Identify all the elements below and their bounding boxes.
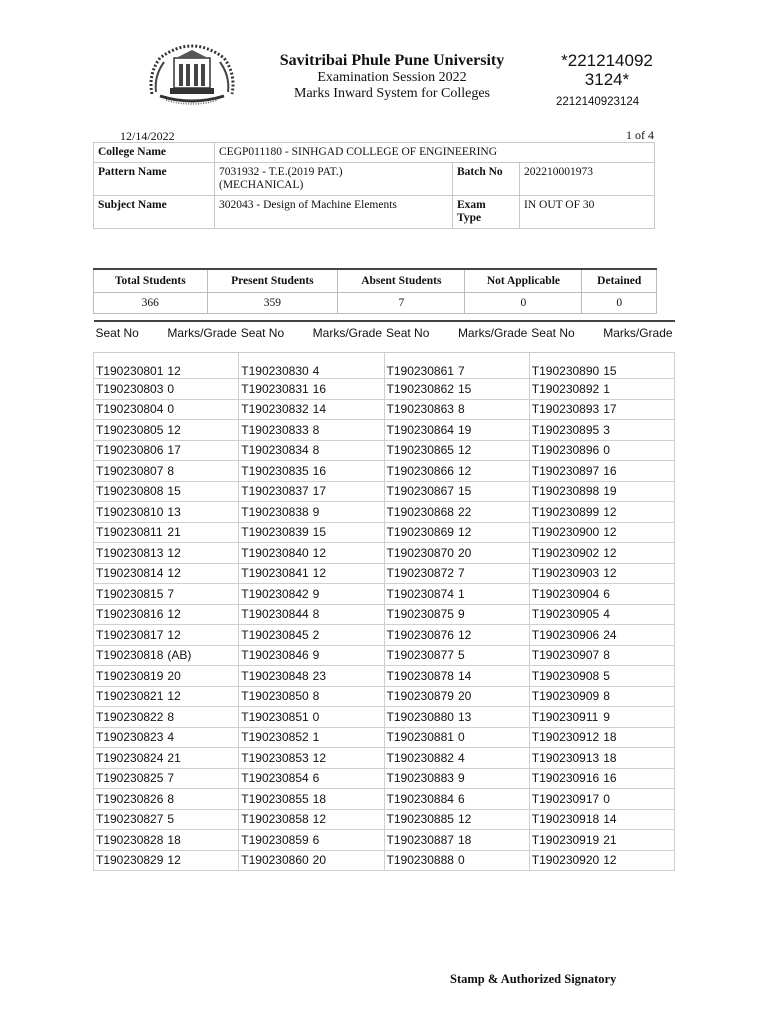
table-row: [94, 481, 675, 502]
seat-no-cell: T190230920: [529, 850, 601, 871]
table-row: [94, 686, 675, 707]
marks-cell: 5: [601, 666, 674, 687]
seat-no-cell: T190230846: [239, 645, 311, 666]
marks-cell: 9: [311, 645, 384, 666]
seat-no-header: Seat No: [94, 321, 166, 353]
seat-no-cell: T190230834: [239, 440, 311, 461]
seat-no-cell: T190230874: [384, 584, 456, 605]
seat-no-cell: T190230848: [239, 666, 311, 687]
seat-no-cell: T190230916: [529, 768, 601, 789]
seat-no-cell: T190230876: [384, 625, 456, 646]
seat-no-cell: T190230840: [239, 543, 311, 564]
seat-no-cell: T190230917: [529, 789, 601, 810]
marks-cell: 16: [601, 768, 674, 789]
marks-cell: 7: [165, 584, 238, 605]
seat-no-cell: T190230804: [94, 399, 166, 420]
marks-cell: 8: [311, 686, 384, 707]
exam-session: Examination Session 2022: [317, 70, 467, 85]
marks-cell: 16: [311, 461, 384, 482]
marks-cell: 4: [601, 604, 674, 625]
exam-label-line-1: Exam: [457, 199, 486, 211]
seat-no-cell: T190230828: [94, 830, 166, 851]
seat-no-cell: T190230824: [94, 748, 166, 769]
seat-no-cell: T190230899: [529, 502, 601, 523]
college-value: CEGP011180 - SINHGAD COLLEGE OF ENGINEERING: [215, 143, 655, 163]
marks-cell: 8: [165, 789, 238, 810]
marks-cell: 2: [311, 625, 384, 646]
summary-value-row: [94, 293, 657, 314]
seat-no-cell: T190230811: [94, 522, 166, 543]
seat-no-cell: T190230869: [384, 522, 456, 543]
seat-no-cell: T190230908: [529, 666, 601, 687]
table-row: [94, 768, 675, 789]
marks-cell: 21: [601, 830, 674, 851]
marks-cell: 12: [601, 502, 674, 523]
seat-no-cell: T190230862: [384, 379, 456, 400]
marks-cell: 12: [601, 522, 674, 543]
marks-cell: 16: [311, 379, 384, 400]
info-table: [93, 142, 655, 229]
table-row: [94, 727, 675, 748]
marks-cell: 13: [456, 707, 529, 728]
seat-no-cell: T190230833: [239, 420, 311, 441]
marks-cell: 15: [456, 481, 529, 502]
marks-cell: 12: [311, 748, 384, 769]
seat-no-cell: T190230817: [94, 625, 166, 646]
table-row: [94, 522, 675, 543]
present-students-value: 359: [207, 293, 338, 314]
seat-no-cell: T190230808: [94, 481, 166, 502]
marks-cell: 18: [311, 789, 384, 810]
marks-cell: 6: [456, 789, 529, 810]
pattern-value-line-2: (MECHANICAL): [219, 179, 304, 191]
seat-no-cell: T190230823: [94, 727, 166, 748]
marks-cell: 12: [456, 625, 529, 646]
seat-no-cell: T190230884: [384, 789, 456, 810]
marks-cell: 6: [601, 584, 674, 605]
marks-cell: 0: [601, 440, 674, 461]
university-emblem-logo: [146, 44, 238, 106]
marks-cell: 3: [601, 420, 674, 441]
marks-cell: 8: [311, 604, 384, 625]
table-row: [94, 543, 675, 564]
seat-no-cell: T190230852: [239, 727, 311, 748]
marks-cell: 12: [165, 850, 238, 871]
seat-no-cell: T190230850: [239, 686, 311, 707]
exam-type-value: IN OUT OF 30: [520, 196, 655, 229]
table-row: [94, 440, 675, 461]
seat-no-cell: T190230902: [529, 543, 601, 564]
marks-cell: 12: [601, 543, 674, 564]
marks-cell: 9: [456, 768, 529, 789]
seat-no-cell: T190230905: [529, 604, 601, 625]
marks-cell: 4: [456, 748, 529, 769]
seat-no-cell: T190230870: [384, 543, 456, 564]
college-row: [94, 143, 655, 163]
marks-cell: 12: [165, 353, 238, 379]
marks-cell: 13: [165, 502, 238, 523]
barcode-line-1: *221214092: [561, 51, 653, 70]
table-row: [94, 604, 675, 625]
seat-no-cell: T190230839: [239, 522, 311, 543]
marks-cell: 15: [456, 379, 529, 400]
seat-no-cell: T190230912: [529, 727, 601, 748]
marks-cell: 23: [311, 666, 384, 687]
seat-no-cell: T190230892: [529, 379, 601, 400]
marks-cell: 7: [456, 353, 529, 379]
seat-no-cell: T190230814: [94, 563, 166, 584]
seat-no-header: Seat No: [384, 321, 456, 353]
pattern-label: Pattern Name: [94, 163, 215, 196]
table-row: [94, 502, 675, 523]
seat-no-cell: T190230826: [94, 789, 166, 810]
marks-cell: 4: [165, 727, 238, 748]
marks-header-row: [94, 321, 675, 353]
marks-cell: 14: [456, 666, 529, 687]
marks-cell: 17: [165, 440, 238, 461]
seat-no-cell: T190230887: [384, 830, 456, 851]
marks-cell: 15: [165, 481, 238, 502]
pattern-value: [215, 163, 453, 196]
marks-cell: 4: [311, 353, 384, 379]
seat-no-cell: T190230882: [384, 748, 456, 769]
marks-cell: 6: [311, 830, 384, 851]
authorized-signatory-label: Stamp & Authorized Signatory: [450, 972, 617, 986]
seat-no-cell: T190230877: [384, 645, 456, 666]
marks-cell: 15: [601, 353, 674, 379]
seat-no-cell: T190230844: [239, 604, 311, 625]
marks-cell: 0: [311, 707, 384, 728]
seat-no-cell: T190230837: [239, 481, 311, 502]
summary-header: Present Students: [207, 269, 338, 293]
subject-value: 302043 - Design of Machine Elements: [215, 196, 453, 229]
seat-no-cell: T190230810: [94, 502, 166, 523]
marks-cell: (AB): [165, 645, 238, 666]
marks-cell: 0: [165, 379, 238, 400]
table-row: [94, 584, 675, 605]
seat-no-cell: T190230890: [529, 353, 601, 379]
marks-cell: 12: [456, 440, 529, 461]
summary-header: Total Students: [94, 269, 208, 293]
seat-no-cell: T190230863: [384, 399, 456, 420]
seat-no-cell: T190230801: [94, 353, 166, 379]
seat-no-cell: T190230879: [384, 686, 456, 707]
seat-no-cell: T190230860: [239, 850, 311, 871]
seat-no-cell: T190230872: [384, 563, 456, 584]
seat-no-cell: T190230861: [384, 353, 456, 379]
seat-no-cell: T190230831: [239, 379, 311, 400]
batch-label: Batch No: [453, 163, 520, 196]
seat-no-cell: T190230906: [529, 625, 601, 646]
marks-cell: 18: [601, 727, 674, 748]
marks-cell: 14: [311, 399, 384, 420]
seat-no-header: Seat No: [239, 321, 311, 353]
marks-cell: 12: [165, 420, 238, 441]
seat-no-cell: T190230855: [239, 789, 311, 810]
seat-no-cell: T190230904: [529, 584, 601, 605]
table-row: [94, 748, 675, 769]
subject-row: [94, 196, 655, 229]
summary-header: Detained: [582, 269, 657, 293]
marks-cell: 0: [456, 727, 529, 748]
seat-no-cell: T190230897: [529, 461, 601, 482]
marks-cell: 6: [311, 768, 384, 789]
marks-cell: 16: [601, 461, 674, 482]
summary-header: Not Applicable: [465, 269, 582, 293]
seat-no-cell: T190230827: [94, 809, 166, 830]
seat-no-cell: T190230867: [384, 481, 456, 502]
seat-no-cell: T190230864: [384, 420, 456, 441]
table-row: [94, 461, 675, 482]
seat-no-cell: T190230853: [239, 748, 311, 769]
exam-type-label: [453, 196, 520, 229]
marks-grade-header: Marks/Grade: [165, 321, 238, 353]
marks-cell: 12: [601, 563, 674, 584]
marks-cell: 5: [165, 809, 238, 830]
seat-no-cell: T190230838: [239, 502, 311, 523]
seat-no-cell: T190230818: [94, 645, 166, 666]
marks-cell: 12: [165, 543, 238, 564]
marks-cell: 8: [165, 707, 238, 728]
marks-cell: 12: [165, 686, 238, 707]
seat-no-cell: T190230805: [94, 420, 166, 441]
seat-no-cell: T190230885: [384, 809, 456, 830]
marks-cell: 0: [601, 789, 674, 810]
seat-no-cell: T190230851: [239, 707, 311, 728]
seat-no-header: Seat No: [529, 321, 601, 353]
marks-grade-header: Marks/Grade: [456, 321, 529, 353]
marks-cell: 1: [311, 727, 384, 748]
seat-no-cell: T190230918: [529, 809, 601, 830]
marks-cell: 5: [456, 645, 529, 666]
table-row: [94, 379, 675, 400]
table-row: [94, 850, 675, 871]
seat-no-cell: T190230880: [384, 707, 456, 728]
seat-no-cell: T190230841: [239, 563, 311, 584]
seat-no-cell: T190230842: [239, 584, 311, 605]
marks-body: [94, 353, 675, 871]
marks-cell: 24: [601, 625, 674, 646]
table-row: [94, 666, 675, 687]
barcode-number: 2212140923124: [556, 96, 640, 108]
marks-cell: 19: [456, 420, 529, 441]
seat-no-cell: T190230821: [94, 686, 166, 707]
seat-no-cell: T190230900: [529, 522, 601, 543]
marks-cell: 22: [456, 502, 529, 523]
seat-no-cell: T190230854: [239, 768, 311, 789]
barcode-line-2: 3124*: [584, 70, 630, 89]
marks-cell: 15: [311, 522, 384, 543]
marks-cell: 12: [456, 809, 529, 830]
marks-cell: 21: [165, 522, 238, 543]
seat-no-cell: T190230893: [529, 399, 601, 420]
university-name: Savitribai Phule Pune University: [279, 52, 505, 69]
summary-header: Absent Students: [338, 269, 465, 293]
marks-table: [93, 320, 675, 871]
summary-header-row: [94, 269, 657, 293]
summary-table: [93, 268, 657, 314]
absent-students-value: 7: [338, 293, 465, 314]
seat-no-cell: T190230813: [94, 543, 166, 564]
detained-value: 0: [582, 293, 657, 314]
marks-cell: 8: [601, 645, 674, 666]
report-date: 12/14/2022: [120, 129, 175, 143]
marks-cell: 8: [311, 440, 384, 461]
seat-no-cell: T190230807: [94, 461, 166, 482]
seat-no-cell: T190230919: [529, 830, 601, 851]
seat-no-cell: T190230881: [384, 727, 456, 748]
college-label: College Name: [94, 143, 215, 163]
marks-cell: 17: [311, 481, 384, 502]
seat-no-cell: T190230835: [239, 461, 311, 482]
marks-cell: 20: [165, 666, 238, 687]
marks-cell: 7: [456, 563, 529, 584]
seat-no-cell: T190230815: [94, 584, 166, 605]
table-row: [94, 399, 675, 420]
seat-no-cell: T190230878: [384, 666, 456, 687]
seat-no-cell: T190230806: [94, 440, 166, 461]
table-row: [94, 625, 675, 646]
marks-grade-header: Marks/Grade: [311, 321, 384, 353]
marks-cell: 18: [456, 830, 529, 851]
marks-cell: 12: [165, 563, 238, 584]
seat-no-cell: T190230822: [94, 707, 166, 728]
marks-grade-header: Marks/Grade: [601, 321, 674, 353]
table-row: [94, 809, 675, 830]
header-title-block: [262, 51, 522, 102]
marks-cell: 9: [601, 707, 674, 728]
total-students-value: 366: [94, 293, 208, 314]
marks-cell: 18: [601, 748, 674, 769]
seat-no-cell: T190230825: [94, 768, 166, 789]
seat-no-cell: T190230883: [384, 768, 456, 789]
pattern-row: [94, 163, 655, 196]
seat-no-cell: T190230829: [94, 850, 166, 871]
seat-no-cell: T190230830: [239, 353, 311, 379]
seat-no-cell: T190230903: [529, 563, 601, 584]
marks-cell: 19: [601, 481, 674, 502]
marks-cell: 7: [165, 768, 238, 789]
table-row: [94, 830, 675, 851]
seat-no-cell: T190230816: [94, 604, 166, 625]
pattern-value-line-1: 7031932 - T.E.(2019 PAT.): [219, 166, 343, 178]
seat-no-cell: T190230896: [529, 440, 601, 461]
seat-no-cell: T190230907: [529, 645, 601, 666]
table-row: [94, 645, 675, 666]
marks-cell: 8: [601, 686, 674, 707]
seat-no-cell: T190230859: [239, 830, 311, 851]
marks-cell: 9: [311, 502, 384, 523]
marks-cell: 8: [165, 461, 238, 482]
seat-no-cell: T190230819: [94, 666, 166, 687]
seat-no-cell: T190230895: [529, 420, 601, 441]
page-indicator: 1 of 4: [626, 128, 654, 142]
table-row: [94, 563, 675, 584]
marks-cell: 12: [311, 809, 384, 830]
marks-cell: 12: [165, 604, 238, 625]
marks-cell: 14: [601, 809, 674, 830]
marks-cell: 20: [456, 686, 529, 707]
marks-cell: 12: [311, 543, 384, 564]
marks-cell: 12: [601, 850, 674, 871]
exam-label-line-2: Type: [457, 212, 482, 224]
seat-no-cell: T190230909: [529, 686, 601, 707]
marks-cell: 12: [165, 625, 238, 646]
marks-cell: 9: [311, 584, 384, 605]
seat-no-cell: T190230888: [384, 850, 456, 871]
marks-cell: 1: [456, 584, 529, 605]
subject-label: Subject Name: [94, 196, 215, 229]
marks-cell: 17: [601, 399, 674, 420]
marks-cell: 0: [456, 850, 529, 871]
marks-cell: 1: [601, 379, 674, 400]
marks-cell: 12: [456, 461, 529, 482]
marks-cell: 12: [456, 522, 529, 543]
seat-no-cell: T190230803: [94, 379, 166, 400]
seat-no-cell: T190230865: [384, 440, 456, 461]
seat-no-cell: T190230832: [239, 399, 311, 420]
seat-no-cell: T190230866: [384, 461, 456, 482]
table-row: [94, 789, 675, 810]
marks-cell: 8: [311, 420, 384, 441]
marks-cell: 20: [311, 850, 384, 871]
seat-no-cell: T190230898: [529, 481, 601, 502]
marks-cell: 20: [456, 543, 529, 564]
seat-no-cell: T190230911: [529, 707, 601, 728]
seat-no-cell: T190230858: [239, 809, 311, 830]
seat-no-cell: T190230868: [384, 502, 456, 523]
barcode: [548, 51, 666, 89]
marks-cell: 0: [165, 399, 238, 420]
not-applicable-value: 0: [465, 293, 582, 314]
marks-cell: 12: [311, 563, 384, 584]
table-row: [94, 420, 675, 441]
table-row: [94, 353, 675, 379]
system-name: Marks Inward System for Colleges: [294, 86, 490, 101]
seat-no-cell: T190230845: [239, 625, 311, 646]
marks-cell: 9: [456, 604, 529, 625]
marks-cell: 18: [165, 830, 238, 851]
marks-cell: 8: [456, 399, 529, 420]
table-row: [94, 707, 675, 728]
batch-value: 202210001973: [520, 163, 655, 196]
seat-no-cell: T190230875: [384, 604, 456, 625]
seat-no-cell: T190230913: [529, 748, 601, 769]
marks-cell: 21: [165, 748, 238, 769]
